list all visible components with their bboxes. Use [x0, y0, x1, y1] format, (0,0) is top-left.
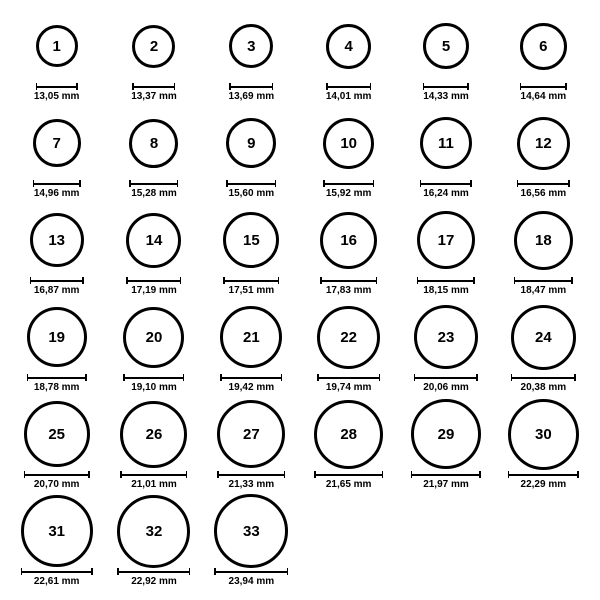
ring-cell: [24, 398, 90, 490]
ring-circle-wrap: [414, 301, 478, 373]
diameter-measure-bar: [21, 568, 93, 575]
ring-size-label: 31: [48, 522, 65, 540]
diameter-measure-bar: [423, 83, 469, 90]
ring-size-label: 3: [247, 37, 256, 55]
ring-cell: [414, 301, 478, 393]
ring-diameter-label: 20,06 mm: [423, 382, 469, 393]
measure-tick-left: [226, 180, 228, 187]
measure-line: [217, 474, 285, 476]
ring-cell: [508, 398, 579, 490]
diameter-measure-bar: [511, 374, 576, 381]
ring-circle: [24, 401, 90, 467]
measure-tick-right: [479, 471, 481, 478]
measure-tick-left: [214, 568, 216, 575]
ring-circle: [117, 495, 190, 568]
diameter-measure-bar: [229, 83, 273, 90]
diameter-measure-bar: [226, 180, 276, 187]
ring-diameter-label: 18,47 mm: [520, 285, 567, 296]
ring-circle: [511, 305, 576, 370]
ring-cell: [411, 398, 481, 490]
ring-cell: [323, 107, 374, 199]
measure-line: [132, 86, 175, 88]
ring-size-label: 21: [242, 328, 260, 346]
ring-size-label: 7: [52, 134, 61, 152]
ring-circle-wrap: [320, 204, 377, 276]
ring-cell: [217, 398, 285, 490]
diameter-measure-bar: [126, 277, 181, 284]
measure-tick-left: [514, 277, 516, 284]
ring-circle: [229, 24, 273, 68]
ring-cell: [326, 10, 372, 102]
measure-line: [126, 280, 181, 282]
measure-tick-right: [565, 83, 567, 90]
ring-diameter-label: 18,15 mm: [423, 285, 469, 296]
ring-cell: [223, 204, 279, 296]
ring-circle-wrap: [117, 495, 190, 567]
ring-circle-wrap: [123, 301, 184, 373]
ring-circle-wrap: [520, 10, 567, 82]
diameter-measure-bar: [314, 471, 383, 478]
ring-cell: [314, 398, 383, 490]
measure-tick-left: [132, 83, 134, 90]
ring-size-label: 30: [534, 425, 552, 443]
ring-circle-wrap: [217, 398, 285, 470]
ring-circle: [30, 213, 84, 267]
ring-circle-wrap: [514, 204, 573, 276]
ring-diameter-label: 14,01 mm: [325, 91, 372, 102]
ring-cell: [30, 204, 84, 296]
measure-line: [320, 280, 377, 282]
ring-size-label: 4: [344, 37, 353, 55]
ring-circle: [27, 307, 87, 367]
measure-tick-right: [577, 471, 579, 478]
diameter-measure-bar: [517, 180, 570, 187]
ring-size-label: 2: [149, 37, 159, 55]
measure-tick-right: [373, 180, 375, 187]
ring-size-label: 29: [437, 425, 455, 443]
ring-diameter-label: 13,69 mm: [228, 91, 275, 102]
ring-circle: [508, 399, 579, 470]
ring-diameter-label: 21,01 mm: [131, 479, 177, 490]
ring-size-label: 33: [242, 522, 260, 540]
ring-cell: [417, 204, 475, 296]
ring-circle-wrap: [24, 398, 90, 470]
ring-diameter-label: 20,70 mm: [33, 479, 80, 490]
measure-line: [314, 474, 383, 476]
ring-circle-wrap: [226, 107, 276, 179]
ring-circle-wrap: [27, 301, 87, 373]
ring-cell: [27, 301, 87, 393]
ring-circle: [514, 211, 573, 270]
ring-size-label: 11: [438, 134, 454, 152]
ring-circle: [21, 495, 93, 567]
measure-tick-left: [223, 277, 225, 284]
measure-tick-left: [220, 374, 222, 381]
measure-tick-left: [27, 374, 29, 381]
ring-circle-wrap: [33, 107, 81, 179]
ring-diameter-label: 13,37 mm: [131, 91, 177, 102]
measure-line: [226, 183, 276, 185]
measure-tick-right: [470, 180, 472, 187]
ring-diameter-label: 15,92 mm: [325, 188, 372, 199]
measure-tick-right: [568, 180, 570, 187]
ring-diameter-label: 19,10 mm: [131, 382, 177, 393]
measure-tick-left: [420, 180, 422, 187]
ring-size-label: 1: [52, 37, 61, 55]
measure-tick-left: [314, 471, 316, 478]
measure-tick-right: [79, 180, 81, 187]
measure-tick-right: [281, 374, 283, 381]
measure-tick-left: [417, 277, 419, 284]
diameter-measure-bar: [120, 471, 187, 478]
measure-line: [423, 86, 469, 88]
ring-diameter-label: 17,83 mm: [325, 285, 372, 296]
diameter-measure-bar: [411, 471, 481, 478]
ring-circle-wrap: [314, 398, 383, 470]
measure-line: [511, 377, 576, 379]
ring-cell: [226, 107, 276, 199]
ring-diameter-label: 17,19 mm: [131, 285, 177, 296]
diameter-measure-bar: [414, 374, 478, 381]
ring-circle-wrap: [120, 398, 187, 470]
diameter-measure-bar: [217, 471, 285, 478]
diameter-measure-bar: [132, 83, 175, 90]
measure-line: [24, 474, 90, 476]
ring-diameter-label: 21,65 mm: [325, 479, 372, 490]
measure-tick-right: [91, 568, 93, 575]
measure-tick-left: [33, 180, 35, 187]
ring-circle-wrap: [229, 10, 273, 82]
measure-line: [229, 86, 273, 88]
measure-tick-right: [382, 471, 384, 478]
diameter-measure-bar: [508, 471, 579, 478]
measure-tick-left: [508, 471, 510, 478]
ring-circle: [314, 400, 383, 469]
ring-cell: [229, 10, 275, 102]
diameter-measure-bar: [317, 374, 380, 381]
ring-diameter-label: 22,29 mm: [520, 479, 567, 490]
ring-circle: [411, 399, 481, 469]
measure-tick-left: [129, 180, 131, 187]
ring-diameter-label: 19,74 mm: [325, 382, 372, 393]
measure-line: [123, 377, 184, 379]
ring-diameter-label: 19,42 mm: [228, 382, 275, 393]
measure-tick-left: [123, 374, 125, 381]
measure-tick-right: [376, 277, 378, 284]
diameter-measure-bar: [117, 568, 190, 575]
measure-line: [27, 377, 87, 379]
ring-circle-wrap: [220, 301, 282, 373]
measure-tick-left: [120, 471, 122, 478]
measure-line: [411, 474, 481, 476]
ring-size-label: 12: [534, 134, 552, 152]
ring-circle-wrap: [126, 204, 181, 276]
measure-tick-left: [411, 471, 413, 478]
ring-size-label: 10: [340, 134, 357, 152]
measure-tick-right: [467, 83, 469, 90]
ring-size-label: 32: [145, 522, 163, 540]
diameter-measure-bar: [326, 83, 371, 90]
ring-circle: [326, 24, 371, 69]
ring-diameter-label: 16,56 mm: [520, 188, 567, 199]
ring-circle-wrap: [411, 398, 481, 470]
measure-tick-right: [183, 374, 185, 381]
ring-size-label: 25: [48, 425, 65, 443]
measure-tick-left: [30, 277, 32, 284]
diameter-measure-bar: [30, 277, 84, 284]
ring-cell: [514, 204, 573, 296]
ring-circle-wrap: [21, 495, 93, 567]
ring-diameter-label: 13,05 mm: [33, 91, 80, 102]
diameter-measure-bar: [320, 277, 377, 284]
measure-tick-left: [117, 568, 119, 575]
ring-cell: [520, 10, 567, 102]
ring-diameter-label: 14,96 mm: [33, 188, 80, 199]
ring-size-label: 5: [441, 37, 451, 55]
ring-size-label: 26: [145, 425, 163, 443]
ring-size-label: 18: [534, 231, 552, 249]
ring-cell: [120, 398, 187, 490]
ring-circle: [226, 118, 276, 168]
measure-tick-left: [414, 374, 416, 381]
ring-cell: [34, 10, 80, 102]
measure-line: [214, 571, 288, 573]
ring-circle-wrap: [36, 10, 78, 82]
measure-tick-right: [186, 471, 188, 478]
ring-circle: [217, 400, 285, 468]
diameter-measure-bar: [27, 374, 87, 381]
measure-line: [420, 183, 472, 185]
measure-line: [120, 474, 187, 476]
measure-line: [514, 280, 573, 282]
ring-cell: [21, 495, 93, 587]
ring-size-label: 27: [242, 425, 260, 443]
ring-size-label: 6: [539, 37, 548, 55]
measure-line: [414, 377, 478, 379]
ring-circle: [317, 306, 380, 369]
measure-tick-right: [82, 277, 84, 284]
measure-line: [129, 183, 178, 185]
ring-size-label: 17: [437, 231, 455, 249]
ring-diameter-label: 15,60 mm: [228, 188, 275, 199]
measure-tick-right: [574, 374, 576, 381]
ring-circle-wrap: [517, 107, 570, 179]
diameter-measure-bar: [220, 374, 282, 381]
ring-circle: [120, 401, 187, 468]
ring-cell: [33, 107, 81, 199]
measure-tick-left: [36, 83, 38, 90]
ring-cell: [320, 204, 377, 296]
measure-tick-right: [275, 180, 277, 187]
measure-tick-left: [126, 277, 128, 284]
ring-circle: [126, 213, 181, 268]
measure-line: [317, 377, 380, 379]
measure-tick-right: [571, 277, 573, 284]
measure-tick-right: [473, 277, 475, 284]
measure-tick-right: [76, 83, 78, 90]
measure-line: [417, 280, 475, 282]
measure-tick-left: [511, 374, 513, 381]
ring-circle-wrap: [417, 204, 475, 276]
ring-circle-wrap: [317, 301, 380, 373]
ring-diameter-label: 21,33 mm: [228, 479, 275, 490]
ring-cell: [423, 10, 469, 102]
measure-line: [223, 280, 279, 282]
diameter-measure-bar: [214, 568, 288, 575]
ring-size-label: 28: [340, 425, 357, 443]
measure-tick-right: [284, 471, 286, 478]
ring-circle: [36, 25, 78, 67]
ring-size-label: 22: [340, 328, 357, 346]
ring-cell: [123, 301, 184, 393]
ring-circle: [129, 119, 178, 168]
ring-diameter-label: 23,94 mm: [228, 576, 275, 587]
ring-cell: [517, 107, 570, 199]
ring-size-label: 20: [145, 328, 163, 346]
ring-cell: [220, 301, 282, 393]
measure-line: [117, 571, 190, 573]
ring-cell: [214, 495, 288, 587]
measure-tick-left: [323, 180, 325, 187]
ring-diameter-label: 20,38 mm: [520, 382, 567, 393]
measure-line: [30, 280, 84, 282]
ring-diameter-label: 16,24 mm: [423, 188, 469, 199]
ring-circle: [214, 494, 288, 568]
ring-circle: [420, 117, 472, 169]
measure-line: [517, 183, 570, 185]
diameter-measure-bar: [323, 180, 374, 187]
ring-cell: [117, 495, 190, 587]
ring-circle-wrap: [323, 107, 374, 179]
ring-size-label: 23: [437, 328, 455, 346]
measure-tick-right: [177, 180, 179, 187]
measure-tick-right: [278, 277, 280, 284]
measure-line: [36, 86, 78, 88]
ring-diameter-label: 15,28 mm: [131, 188, 177, 199]
ring-circle-wrap: [326, 10, 371, 82]
measure-tick-left: [229, 83, 231, 90]
ring-cell: [317, 301, 380, 393]
diameter-measure-bar: [520, 83, 567, 90]
ring-circle: [33, 119, 81, 167]
diameter-measure-bar: [33, 180, 81, 187]
ring-grid: [8, 10, 592, 592]
diameter-measure-bar: [514, 277, 573, 284]
diameter-measure-bar: [129, 180, 178, 187]
measure-tick-left: [326, 83, 328, 90]
ring-circle: [323, 118, 374, 169]
ring-circle-wrap: [508, 398, 579, 470]
measure-tick-right: [88, 471, 90, 478]
diameter-measure-bar: [123, 374, 184, 381]
ring-circle: [417, 211, 475, 269]
ring-size-label: 9: [247, 134, 256, 152]
ring-size-label: 19: [48, 328, 65, 346]
ring-size-label: 15: [242, 231, 260, 249]
ring-diameter-label: 14,33 mm: [423, 91, 469, 102]
ring-size-label: 16: [340, 231, 357, 249]
measure-tick-left: [320, 277, 322, 284]
ring-diameter-label: 17,51 mm: [228, 285, 275, 296]
measure-tick-right: [189, 568, 191, 575]
diameter-measure-bar: [420, 180, 472, 187]
ring-circle-wrap: [420, 107, 472, 179]
diameter-measure-bar: [417, 277, 475, 284]
ring-circle-wrap: [30, 204, 84, 276]
measure-line: [33, 183, 81, 185]
measure-tick-right: [174, 83, 176, 90]
ring-circle: [520, 23, 567, 70]
ring-circle-wrap: [423, 10, 469, 82]
measure-tick-left: [423, 83, 425, 90]
diameter-measure-bar: [36, 83, 78, 90]
ring-diameter-label: 22,61 mm: [33, 576, 80, 587]
measure-line: [520, 86, 567, 88]
measure-tick-left: [21, 568, 23, 575]
measure-line: [508, 474, 579, 476]
ring-circle: [423, 23, 469, 69]
ring-diameter-label: 18,78 mm: [33, 382, 80, 393]
ring-circle: [320, 212, 377, 269]
ring-circle: [517, 117, 570, 170]
diameter-measure-bar: [24, 471, 90, 478]
measure-tick-left: [317, 374, 319, 381]
measure-line: [326, 86, 371, 88]
ring-circle-wrap: [129, 107, 178, 179]
ring-circle-wrap: [214, 495, 288, 567]
measure-tick-right: [370, 83, 372, 90]
ring-cell: [511, 301, 576, 393]
ring-cell: [131, 10, 177, 102]
ring-circle-wrap: [511, 301, 576, 373]
ring-cell: [420, 107, 472, 199]
measure-tick-right: [379, 374, 381, 381]
measure-tick-left: [24, 471, 26, 478]
measure-tick-right: [476, 374, 478, 381]
measure-tick-left: [520, 83, 522, 90]
ring-size-label: 13: [48, 231, 65, 249]
measure-line: [323, 183, 374, 185]
ring-circle: [123, 307, 184, 368]
measure-tick-right: [272, 83, 274, 90]
ring-size-label: 24: [534, 328, 552, 346]
ring-circle: [132, 25, 175, 68]
ring-circle: [220, 306, 282, 368]
diameter-measure-bar: [223, 277, 279, 284]
measure-line: [220, 377, 282, 379]
ring-cell: [126, 204, 181, 296]
measure-tick-right: [287, 568, 289, 575]
ring-cell: [129, 107, 178, 199]
measure-tick-right: [180, 277, 182, 284]
ring-circle-wrap: [132, 10, 175, 82]
ring-diameter-label: 21,97 mm: [423, 479, 469, 490]
measure-tick-left: [517, 180, 519, 187]
ring-size-label: 14: [145, 231, 163, 249]
ring-diameter-label: 22,92 mm: [131, 576, 177, 587]
ring-size-label: 8: [149, 134, 159, 152]
ring-diameter-label: 14,64 mm: [520, 91, 567, 102]
measure-line: [21, 571, 93, 573]
ring-circle: [414, 305, 478, 369]
ring-circle: [223, 212, 279, 268]
ring-circle-wrap: [223, 204, 279, 276]
ring-diameter-label: 16,87 mm: [33, 285, 80, 296]
measure-tick-left: [217, 471, 219, 478]
measure-tick-right: [85, 374, 87, 381]
